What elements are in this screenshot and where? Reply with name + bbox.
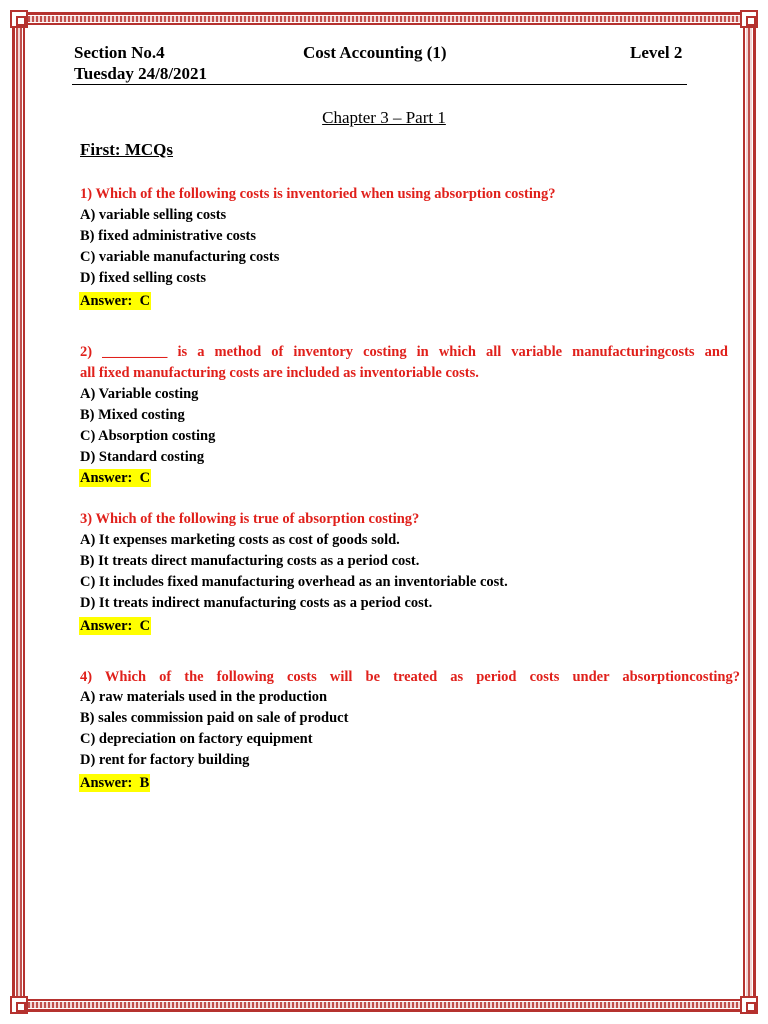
answer-highlight: Answer: B (80, 775, 150, 791)
question-text: 4) Which of the following costs will be treated as period costs under absorptioncosting? (80, 669, 740, 685)
lecture-date: Tuesday 24/8/2021 (74, 64, 208, 83)
corner-ornament-icon (10, 10, 28, 28)
section-number: Section No.4 (74, 43, 165, 62)
option-c: C) Absorption costing (80, 428, 216, 444)
option-d: D) Standard costing (80, 449, 205, 465)
header-divider (72, 84, 687, 85)
corner-ornament-icon (740, 996, 758, 1014)
section-title: First: MCQs (80, 140, 174, 159)
option-b: B) sales commission paid on sale of product (80, 710, 349, 726)
chapter-title: Chapter 3 – Part 1 (322, 108, 446, 127)
option-d: D) rent for factory building (80, 752, 250, 768)
option-b: B) fixed administrative costs (80, 228, 256, 244)
option-b: B) Mixed costing (80, 407, 185, 423)
level-label: Level 2 (630, 43, 683, 62)
answer-highlight: Answer: C (80, 470, 151, 486)
course-title: Cost Accounting (1) (303, 43, 447, 62)
answer-highlight: Answer: C (80, 293, 151, 309)
question-text: 3) Which of the following is true of absorption costing? (80, 511, 420, 527)
option-c: C) variable manufacturing costs (80, 249, 280, 265)
question-text: 1) Which of the following costs is inventoried when using absorption costing? (80, 186, 556, 202)
question-text: 2) _________ is a method of inventory costing in which all variable manufacturingcosts and (80, 344, 728, 360)
option-c: C) It includes fixed manufacturing overhead as an inventoriable cost. (80, 574, 508, 590)
option-a: A) Variable costing (80, 386, 199, 402)
answer-highlight: Answer: C (80, 618, 151, 634)
option-d: D) It treats indirect manufacturing costs as a period cost. (80, 595, 433, 611)
corner-ornament-icon (740, 10, 758, 28)
option-d: D) fixed selling costs (80, 270, 207, 286)
option-a: A) raw materials used in the production (80, 689, 328, 705)
option-a: A) It expenses marketing costs as cost of goods sold. (80, 532, 400, 548)
corner-ornament-icon (10, 996, 28, 1014)
option-a: A) variable selling costs (80, 207, 227, 223)
option-c: C) depreciation on factory equipment (80, 731, 313, 747)
option-b: B) It treats direct manufacturing costs as a period cost. (80, 553, 420, 569)
question-text-cont: all fixed manufacturing costs are included as inventoriable costs. (80, 365, 479, 381)
